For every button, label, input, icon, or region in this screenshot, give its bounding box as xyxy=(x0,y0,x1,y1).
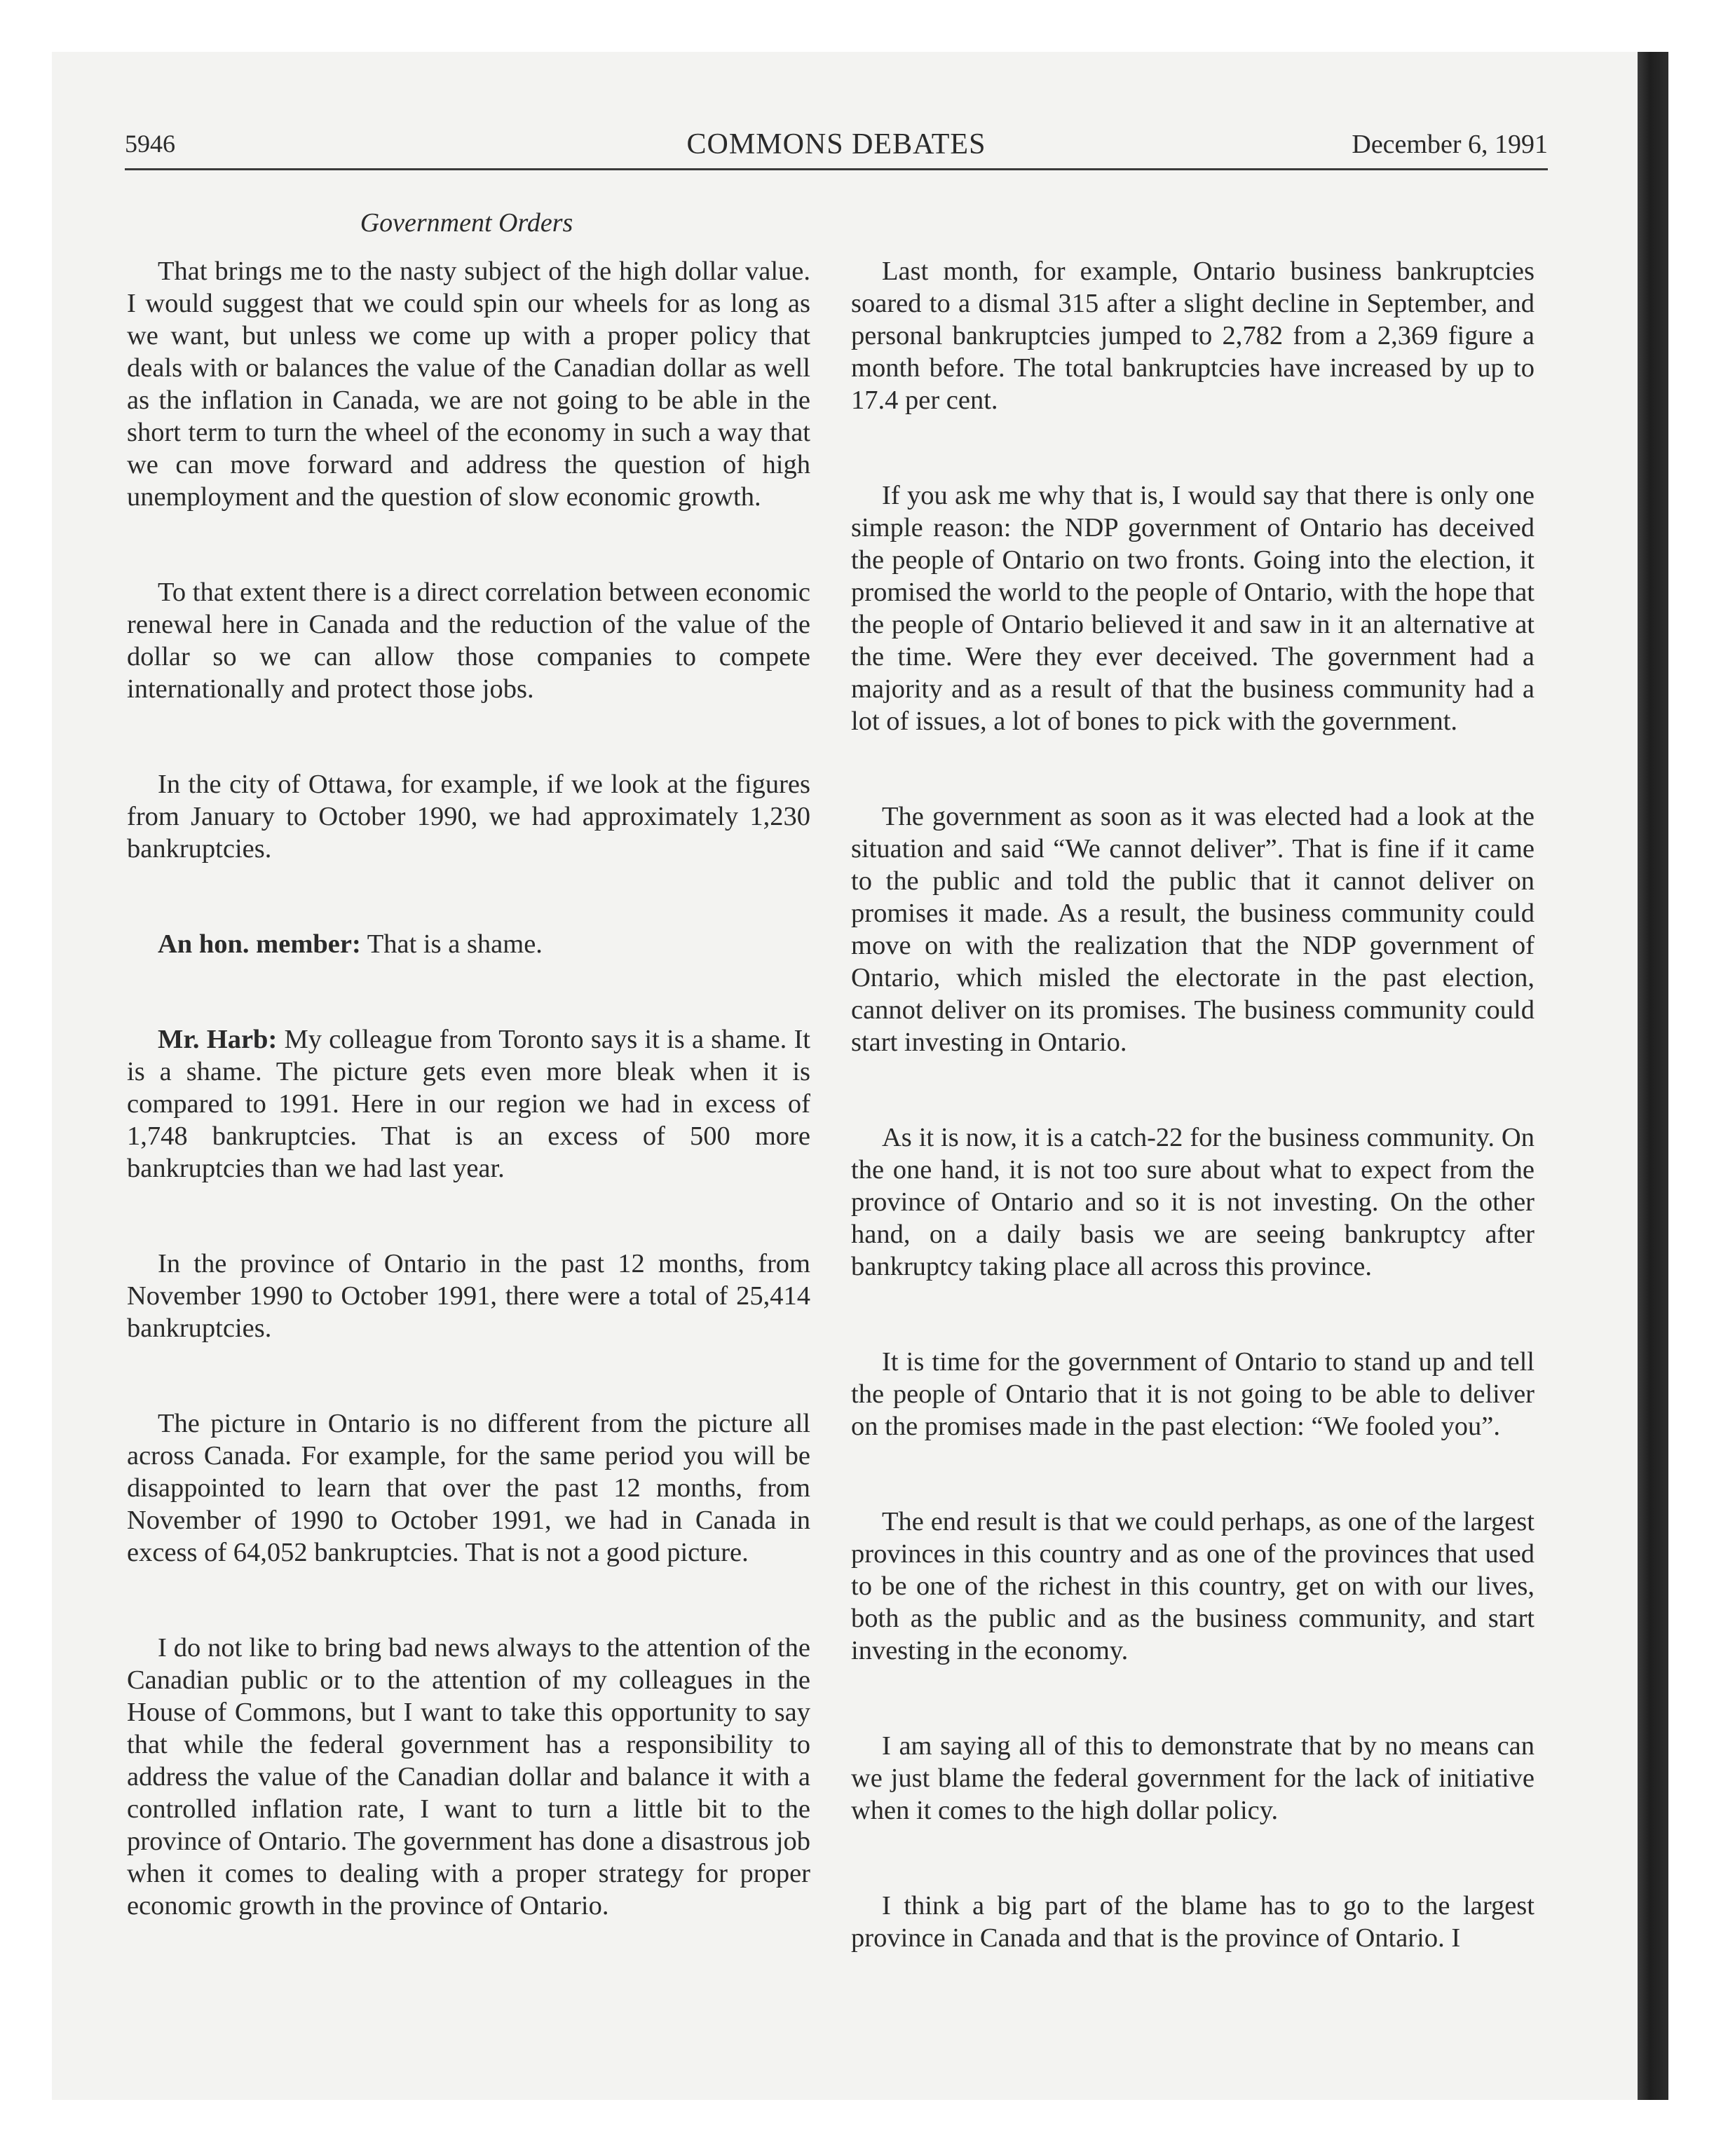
paragraph: To that extent there is a direct correlation between economic renewal here in Canada and the reduction of the value of the dollar so we can allow those companies to compete internationally and protect those jobs. xyxy=(127,578,810,704)
paragraph: I am saying all of this to demonstrate that by no means can we just blame the federal government for the lack of initiative when it comes to the high dollar policy. xyxy=(851,1731,1535,1825)
paragraph: As it is now, it is a catch-22 for the business community. On the one hand, it is not too sure about what to expect from the province of Ontario and so it is not investing. On the other hand, on a daily basis we are seeing bankruptcy after bankruptcy taking place all across this province. xyxy=(851,1123,1535,1281)
paragraph: If you ask me why that is, I would say that there is only one simple reason: the NDP government of Ontario has deceived the people of Ontario on two fronts. Going into the election, it promised the world to the people of Ontario, with the hope that the people of Ontario believed it and saw in it an alternative at the time. Were they ever deceived. The government had a majority and as a result of that the business community had a lot of issues, a lot of bones to pick with the government. xyxy=(851,481,1535,736)
left-column xyxy=(127,255,810,1922)
speaker-paragraph: An hon. member: That is a shame. xyxy=(158,929,543,959)
paragraph: Last month, for example, Ontario business bankruptcies soared to a dismal 315 after a slight decline in September, and personal bankruptcies jumped to 2,782 from a 2,369 figure a month before. The total bankruptcies have increased by up to 17.4 per cent. xyxy=(851,257,1535,415)
right-column xyxy=(851,255,1535,1954)
speaker-name: Mr. Harb: xyxy=(158,1025,278,1054)
paragraph: That brings me to the nasty subject of the high dollar value. I would suggest that we could spin our wheels for as long as we want, but unless we come up with a proper policy that deals with or balances the value of the Canadian dollar as well as the inflation in Canada, we are not going to be able in the short term to turn the wheel of the economy in such a way that we can move forward and address the question of high unemployment and the question of slow economic growth. xyxy=(127,257,810,512)
speaker-paragraph: Mr. Harb: My colleague from Toronto says it is a shame. It is a shame. The picture gets even more bleak when it is compared to 1991. Here in our region we had in excess of 1,748 bankruptcies. That is an excess of 500 more bankruptcies than we had last year. xyxy=(127,1025,810,1183)
paragraph: In the province of Ontario in the past 12 months, from November 1990 to October 1991, there were a total of 25,414 bankruptcies. xyxy=(127,1249,810,1343)
page-number: 5946 xyxy=(125,130,175,158)
page-header xyxy=(125,129,1548,170)
publication-title: COMMONS DEBATES xyxy=(686,128,986,161)
paragraph: In the city of Ottawa, for example, if we look at the figures from January to October 1990, we had approximately 1,230 bankruptcies. xyxy=(127,770,810,864)
paragraph: It is time for the government of Ontario to stand up and tell the people of Ontario that it is not going to be able to deliver on the promises made in the past election: “We fooled you”. xyxy=(851,1347,1535,1441)
scan-edge-shadow xyxy=(1638,52,1668,2100)
speaker-name: An hon. member: xyxy=(158,929,361,959)
paragraph: The end result is that we could perhaps, as one of the largest provinces in this country and as one of the provinces that used to be one of the richest in this country, get on with our lives, both as the public and as the business community, and start investing in the economy. xyxy=(851,1507,1535,1665)
publication-date: December 6, 1991 xyxy=(1352,130,1548,159)
paragraph: The picture in Ontario is no different from the picture all across Canada. For example, for the same period you will be disappointed to learn that over the past 12 months, from November of 1990 to October 1991, we had in Canada in excess of 64,052 bankruptcies. That is not a good picture. xyxy=(127,1409,810,1567)
section-title: Government Orders xyxy=(360,208,573,238)
paragraph: The government as soon as it was elected had a look at the situation and said “We cannot deliver”. That is fine if it came to the public and told the public that it cannot deliver on promises it made. As a result, the business community could move on with the realization that the NDP government of Ontario, which misled the electorate in the past election, cannot deliver on its promises. The business community could start investing in Ontario. xyxy=(851,802,1535,1057)
paragraph: I do not like to bring bad news always to the attention of the Canadian public or to the attention of my colleagues in the House of Commons, but I want to take this opportunity to say that while the federal government has a responsibility to address the value of the Canadian dollar and balance it with a controlled inflation rate, I want to turn a little bit to the province of Ontario. The government has done a disastrous job when it comes to dealing with a proper strategy for proper economic growth in the province of Ontario. xyxy=(127,1633,810,1920)
paragraph: I think a big part of the blame has to go to the largest province in Canada and that is the province of Ontario. I xyxy=(851,1891,1535,1953)
